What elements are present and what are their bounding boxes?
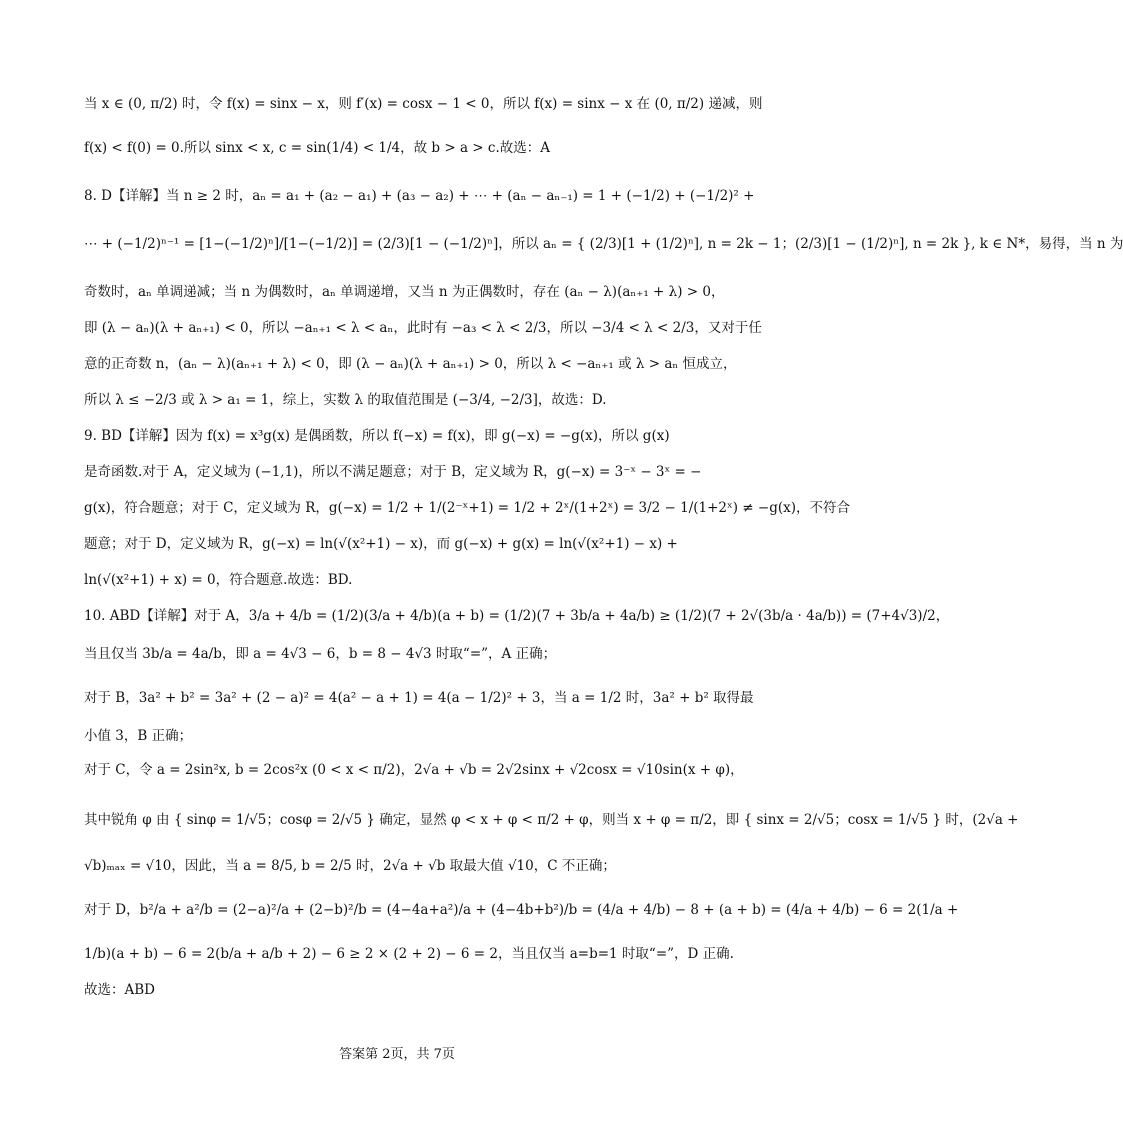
text-line: 对于 B，3a² + b² = 3a² + (2 − a)² = 4(a² − a + 1) = 4(a − 1/2)² + 3，当 a = 1/2 时，3a² + b² 取得最: [84, 690, 754, 706]
text-line: 对于 C，令 a = 2sin²x, b = 2cos²x (0 < x < π/2)，2√a + √b = 2√2sinx + √2cosx = √10sin(x + φ)，: [84, 762, 744, 778]
text-line: 当 x ∈ (0, π/2) 时，令 f(x) = sinx − x，则 f′(x) = cosx − 1 < 0，所以 f(x) = sinx − x 在 (0, π/2) 递减，则: [84, 96, 763, 112]
text-line: 小值 3，B 正确；: [84, 728, 193, 744]
text-line: f(x) < f(0) = 0.所以 sinx < x, c = sin(1/4) < 1/4，故 b > a > c.故选：A: [84, 140, 551, 156]
text-line: √b)ₘₐₓ = √10，因此，当 a = 8/5, b = 2/5 时，2√a + √b 取最大值 √10，C 不正确；: [84, 858, 616, 874]
text-line: 故选：ABD: [84, 982, 155, 998]
text-line: 意的正奇数 n，(aₙ − λ)(aₙ₊₁ + λ) < 0，即 (λ − aₙ)(λ + aₙ₊₁) > 0，所以 λ < −aₙ₊₁ 或 λ > aₙ 恒成立，: [84, 356, 737, 372]
text-line: ⋯ + (−1/2)ⁿ⁻¹ = [1−(−1/2)ⁿ]/[1−(−1/2)] = (2/3)[1 − (−1/2)ⁿ]，所以 aₙ = { (2/3)[1 + (1/2)ⁿ], n = 2k − 1；(2/3)[1 − (1/2)ⁿ], n = 2k }, k ∈ N*，易得，当 n 为: [84, 236, 1123, 252]
text-line: 当且仅当 3b/a = 4a/b，即 a = 4√3 − 6，b = 8 − 4√3 时取“=”，A 正确；: [84, 646, 557, 662]
text-line: g(x)，符合题意；对于 C，定义域为 R，g(−x) = 1/2 + 1/(2⁻ˣ+1) = 1/2 + 2ˣ/(1+2ˣ) = 3/2 − 1/(1+2ˣ) ≠ −g(x)，不符合: [84, 500, 850, 516]
page-footer: 答案第 2页，共 7页: [339, 1047, 455, 1062]
text-line: 是奇函数.对于 A，定义域为 (−1,1)，所以不满足题意；对于 B，定义域为 R，g(−x) = 3⁻ˣ − 3ˣ = −: [84, 464, 702, 480]
text-line: 10. ABD【详解】对于 A，3/a + 4/b = (1/2)(3/a + 4/b)(a + b) = (1/2)(7 + 3b/a + 4a/b) ≥ (1/2)(7 + 2√(3b/a · 4a/b)) = (7+4√3)/2，: [84, 608, 950, 624]
text-line: 其中锐角 φ 由 { sinφ = 1/√5；cosφ = 2/√5 } 确定，显然 φ < x + φ < π/2 + φ，则当 x + φ = π/2，即 { sinx = 2/√5；cosx = 1/√5 } 时，(2√a +: [84, 812, 1019, 828]
text-line: 所以 λ ≤ −2/3 或 λ > a₁ = 1，综上，实数 λ 的取值范围是 (−3/4, −2/3]，故选：D.: [84, 392, 607, 408]
text-line: ln(√(x²+1) + x) = 0，符合题意.故选：BD.: [84, 572, 353, 588]
text-line: 题意；对于 D，定义域为 R，g(−x) = ln(√(x²+1) − x)，而 g(−x) + g(x) = ln(√(x²+1) − x) +: [84, 536, 678, 552]
text-line: 9. BD【详解】因为 f(x) = x³g(x) 是偶函数，所以 f(−x) = f(x)，即 g(−x) = −g(x)，所以 g(x): [84, 428, 670, 444]
text-line: 1/b)(a + b) − 6 = 2(b/a + a/b + 2) − 6 ≥ 2 × (2 + 2) − 6 = 2，当且仅当 a=b=1 时取“=”，D 正确.: [84, 946, 734, 962]
text-line: 即 (λ − aₙ)(λ + aₙ₊₁) < 0，所以 −aₙ₊₁ < λ < aₙ，此时有 −a₃ < λ < 2/3，所以 −3/4 < λ < 2/3，又对于任: [84, 320, 762, 336]
text-line: 8. D【详解】当 n ≥ 2 时，aₙ = a₁ + (a₂ − a₁) + (a₃ − a₂) + ⋯ + (aₙ − aₙ₋₁) = 1 + (−1/2) + (−1/2)² +: [84, 188, 755, 204]
text-line: 奇数时，aₙ 单调递减；当 n 为偶数时，aₙ 单调递增，又当 n 为正偶数时，存在 (aₙ − λ)(aₙ₊₁ + λ) > 0，: [84, 284, 725, 300]
text-line: 对于 D，b²/a + a²/b = (2−a)²/a + (2−b)²/b = (4−4a+a²)/a + (4−4b+b²)/b = (4/a + 4/b) − 8 + (a + b) = (4/a + 4/b) − 6 = 2(1/a +: [84, 902, 959, 918]
